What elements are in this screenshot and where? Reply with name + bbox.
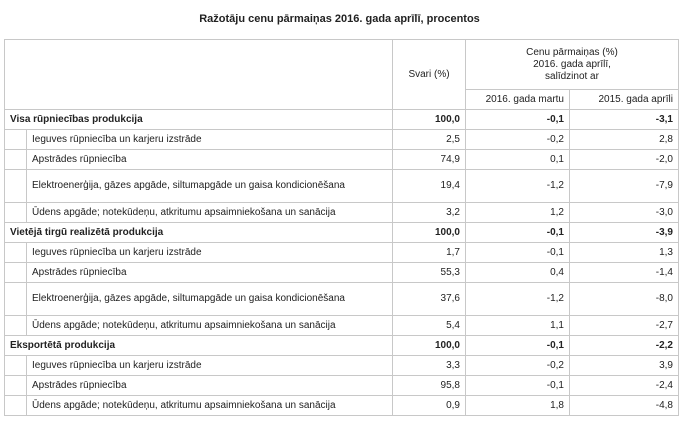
indent-cell [5,396,27,416]
row-change-march: 1,2 [466,203,570,223]
header-price-change-label: Cenu pārmaiņas (%) 2016. gada aprīlī, salīdzinot ar [526,46,618,82]
table-row [5,316,679,336]
section-row [5,336,679,356]
row-label: Apstrādes rūpniecība [27,376,393,396]
indent-cell [5,376,27,396]
table-row [5,170,679,203]
row-change-april: 2,8 [570,130,679,150]
header-row [5,40,679,90]
row-change-april: -7,9 [570,170,679,203]
row-change-march: -0,2 [466,130,570,150]
row-change-march: 0,1 [466,150,570,170]
row-change-april: 1,3 [570,243,679,263]
price-changes-table [4,39,679,416]
section-name: Eksportētā produkcija [5,336,393,356]
table-row [5,130,679,150]
row-change-march: -1,2 [466,170,570,203]
indent-cell [5,243,27,263]
section-change-march: -0,1 [466,336,570,356]
row-weight: 74,9 [393,150,466,170]
row-change-march: -0,1 [466,243,570,263]
indent-cell [5,150,27,170]
row-label: Ūdens apgāde; notekūdeņu, atkritumu apsaimniekošana un sanācija [27,396,393,416]
indent-cell [5,170,27,203]
row-label: Elektroenerģija, gāzes apgāde, siltumapgāde un gaisa kondicionēšana [27,283,393,316]
section-weight: 100,0 [393,223,466,243]
row-change-april: -4,8 [570,396,679,416]
indent-cell [5,203,27,223]
row-change-april: -2,7 [570,316,679,336]
row-weight: 0,9 [393,396,466,416]
row-change-april: -2,0 [570,150,679,170]
header-col-march: 2016. gada martu [466,90,570,110]
indent-cell [5,130,27,150]
table-row [5,263,679,283]
row-weight: 3,2 [393,203,466,223]
row-weight: 5,4 [393,316,466,336]
row-label: Ūdens apgāde; notekūdeņu, atkritumu apsaimniekošana un sanācija [27,316,393,336]
section-row [5,110,679,130]
table-row [5,396,679,416]
table-title: Ražotāju cenu pārmaiņas 2016. gada aprīlī, procentos [199,13,480,25]
table-row [5,376,679,396]
section-change-april: -3,1 [570,110,679,130]
indent-cell [5,316,27,336]
row-weight: 2,5 [393,130,466,150]
section-weight: 100,0 [393,110,466,130]
header-empty-cell [5,40,393,110]
table-row [5,356,679,376]
row-weight: 55,3 [393,263,466,283]
section-change-april: -3,9 [570,223,679,243]
header-col-april: 2015. gada aprīli [570,90,679,110]
indent-cell [5,283,27,316]
row-weight: 3,3 [393,356,466,376]
row-change-april: -8,0 [570,283,679,316]
section-change-march: -0,1 [466,110,570,130]
header-weights: Svari (%) [393,40,466,110]
section-change-april: -2,2 [570,336,679,356]
row-change-april: -1,4 [570,263,679,283]
row-change-march: 1,1 [466,316,570,336]
row-label: Elektroenerģija, gāzes apgāde, siltumapgāde un gaisa kondicionēšana [27,170,393,203]
row-weight: 19,4 [393,170,466,203]
section-weight: 100,0 [393,336,466,356]
row-label: Ieguves rūpniecība un karjeru izstrāde [27,130,393,150]
table-row [5,150,679,170]
row-label: Apstrādes rūpniecība [27,263,393,283]
section-name: Vietējā tirgū realizētā produkcija [5,223,393,243]
row-label: Ieguves rūpniecība un karjeru izstrāde [27,243,393,263]
indent-cell [5,263,27,283]
table-row [5,203,679,223]
header-price-change [466,40,679,90]
section-row [5,223,679,243]
row-weight: 95,8 [393,376,466,396]
row-change-march: 0,4 [466,263,570,283]
section-change-march: -0,1 [466,223,570,243]
section-name: Visa rūpniecības produkcija [5,110,393,130]
row-change-april: -2,4 [570,376,679,396]
table-row [5,243,679,263]
row-label: Ūdens apgāde; notekūdeņu, atkritumu apsaimniekošana un sanācija [27,203,393,223]
row-change-march: 1,8 [466,396,570,416]
row-weight: 1,7 [393,243,466,263]
row-change-april: 3,9 [570,356,679,376]
row-change-march: -0,1 [466,376,570,396]
row-label: Ieguves rūpniecība un karjeru izstrāde [27,356,393,376]
row-weight: 37,6 [393,283,466,316]
row-change-april: -3,0 [570,203,679,223]
indent-cell [5,356,27,376]
row-change-march: -1,2 [466,283,570,316]
row-change-march: -0,2 [466,356,570,376]
row-label: Apstrādes rūpniecība [27,150,393,170]
table-row [5,283,679,316]
